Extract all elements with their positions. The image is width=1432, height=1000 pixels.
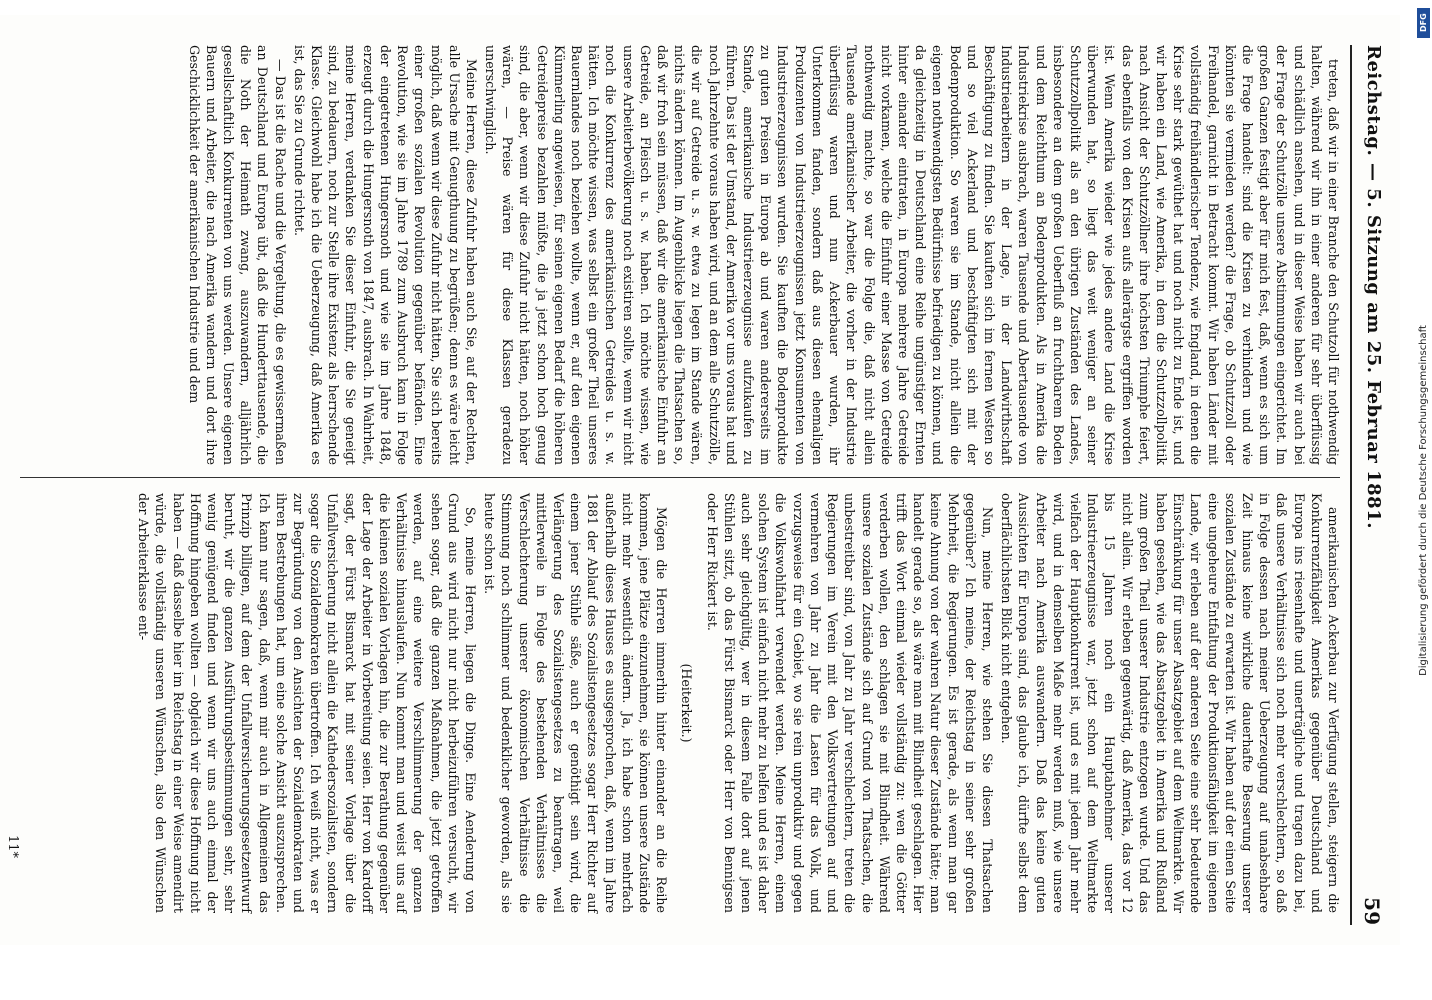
right-column: [133, 493, 1342, 913]
running-title: Reichstag. — 5. Sitzung am 25. Februar 1881.: [1363, 45, 1384, 529]
paragraph: So, meine Herren, liegen die Dinge. Eine Aenderung von Grund aus wird nicht nur nicht herbeizuführen versucht, wir sehen sogar, daß die ganzen Maßnahmen, die jetzt getroffen werden, auf eine weitere Verschlimmerung der ganzen Verhältnisse hinauslaufen. Nun kommt man und weist uns auf die kleinen sozialen Vorlagen hin, die zur Berathung gegenüber der Lage der Arbeiter in Vorbereitung seien. Herr von Kardorff sagt, der Fürst Bismarck hat mit seiner Vorlage über die Unfallversicherung nicht allein die Kathedersozialisten, sondern sogar die Sozialdemokraten übertroffen. Ich weiß nicht, was er zur Begründung von den Ansichten der Sozialdemokraten und ihren Bestrebungen hat, um eine solche Ansicht auszusprechen. Ich kann nur sagen, daß, wenn mir auch in Allgemeinen das Prinzip billigen, auf dem der Unfallversicherungsgesetzentwurf beruht, wir die ganzen Ausführungsbestimmungen sehr, sehr wenig genügend finden und wenn wir uns auch einmal der Hoffnung hingeben wollten — obgleich wir diese Hoffnung nicht haben — daß dasselbe hier im Reichstag in einer Weise amendirt würde, die vollständig unseren Wünschen, also den Wünschen der Arbeiterklasse ent-: [136, 493, 479, 913]
paragraph: Mögen die Herren immerhin hinter einander an die Reihe kommen, jene Plätze einzunehmen, sie können unsere Zustände nicht mehr wesentlich ändern. Ja, ich habe schon mehrfach außerhalb dieses Hauses es ausgesprochen, daß, wenn im Jahre 1881 der Ablauf des Sozialistengesetzes sogar Herr Richter auf einem jener Stühle säße, auch er genöthigt sein wird, die Verlängerung des Sozialistengesetzes zu beantragen, weil mittlerweile in Folge des bestehenden Verhältnisses die Verschlechterung unserer ökonomischen Verhältnisse die Stimmung noch schlimmer und bedenklicher geworden, als sie heute schon ist.: [482, 493, 670, 913]
column-divider: [20, 477, 1340, 478]
dfg-sidebar: [1414, 0, 1432, 1000]
left-column: [183, 45, 1342, 465]
interjection: (Heiterkeit.): [679, 663, 695, 743]
rotated-scan-page: [0, 15, 1400, 945]
page-header: [1350, 45, 1392, 925]
paragraph: treten, daß wir in einer Branche den Schutzoll für nothwendig halten, während wir ihn in einer anderen für sehr überflüssig und schädlich ansehen, und in dieser Weise haben wir auch bei der Frage der Schutzölle unsere Abstimmungen eingerichtet. Im großen Ganzen festigt aber für mich fest, daß, wenn es sich um die Frage handelt: sind die Krisen zu verhindern und wie könnten sie vermieden werden? die Frage, ob Schutzzoll oder Freihandel, garnicht in Betracht kommt. Wir haben Länder mit vollständig freihändlerischer Tendenz, wie England, in denen die Krise sehr stark gewüthet hat und noch nicht zu Ende ist, und wir haben ein Land, wie Amerika, in dem die Schutzzollpolitik nach Ansicht der Schutzzöllner ihre höchsten Triumphe feiert, das ebenfalls von den Krisen aufs allerärgste ergriffen worden ist. Wenn Amerika wieder wie jedes andere Land die Krise überwunden hat, so liegt das weit weniger an seiner Schutzzollpolitik als an den übrigen Zuständen des Landes, insbesondere an dem großen Ueberfluß an fruchtbarem Boden und dem Reichthum an Bodenprodukten. Als in Amerika die Industriekrise ausbrach, waren Tausende und Abertausende von Industriearbeitern in der Lage, in der Landwirthschaft Beschäftigung zu finden. Sie kauften sich im fernen Westen so und so viel Ackerland und beschäftigten sich mit der Bodenproduktion. So waren sie im Stande, nicht allein die eigenen nothwendigsten Bedürfnisse befriedigen zu können, und da gleichzeitig in Deutschland eine Reihe ungünstiger Ernten hinter einander eintraten, in Europa mehrere Jahre Getreide nicht vorkamen, welche die Einfuhr einer Masse von Getreide nothwendig machte, so war die Folge die, daß nicht allein Tausende amerikanischer Arbeiter, die vorher in der Industrie überflüssig waren und nun Ackerbauer wurden, ihr Unterkommen fanden, sondern daß aus diesen ehemaligen Produzenten von Industrieerzeugnissen jetzt Konsumenten von Industrieerzeugnissen wurden. Sie kauften die Bodenprodukte zu guten Preisen in Europa ab und waren andererseits im Stande, amerikanische Industrieerzeugnisse aufzukaufen zu führen. Das ist der Umstand, der Amerika vor uns voraus hat und noch Jahrzehnte voraus haben wird, und an dem alle Schutzzölle, die wir auf Getreide u. s. w. etwa zu legen im Stande wären, nichts ändern können. Im Augenblicke liegen die Thatsachen so, daß wir froh sein müssen, daß wir die amerikanische Einfuhr an Getreide, an Fleisch u. s. w. haben. Ich möchte wissen, wie unsere Arbeiterbevölkerung noch existiren sollte, wenn wir nicht noch die Konkurrenz des amerikanischen Getreides u. s. w. hätten. Ich möchte wissen, was selbst ein großer Theil unseres Bauernlandes noch beziehen wollte, wenn er, auf den eigenen Kümmerling angewiesen, für seinen eigenen Bedarf die höheren Getreidepreise bezahlen müßte, die ja jetzt schon hoch genug sind, die aber, wenn wir diese Zufuhr nicht hätten, noch höher wären, — Preise wären für diese Klassen geradezu unerschwinglich.: [483, 45, 1341, 465]
dfg-logo: DFG: [1417, 8, 1430, 38]
paragraph: amerikanischen Ackerbau zur Verfügung stellen, steigern die Konkurrenzfähigkeit Amerikas gegenüber Deutschland und Europa ins riesenhafte und unerträgliche und tragen dazu bei, daß unsere Verhältnisse sich noch mehr verschlechtern, so daß in Folge dessen nach meiner Ueberzeugung auf unabsehbare Zeit hinaus keine wirkliche dauerhafte Besserung unserer sozialen Zustände zu erwarten ist. Wir haben auf der einen Seite eine ungeheure Entfaltung der Produktionsfähigkeit im eigenen Lande, wir erleben auf der anderen Seite eine sehr bedeutende Einschränkung für unser Absatzgebiet auf dem Weltmarkte. Wir haben gesehen, wie das Absatzgebiet in Amerika und Rußland zum großen Theil unserer Industrie entzogen wurde. Und das nicht allein. Wir erleben gegenwärtig, daß Amerika, das vor 12 bis 15 Jahren noch ein Hauptabnehmer unserer Industrieerzeugnisse war, jetzt schon auf dem Weltmarkte vielfach der Hauptkonkurrent ist, und es mit jedem Jahr mehr wird, und in demselben Maße mehr werden muß, wie unsere Arbeiter nach Amerika auswandern. Daß das keine guten Aussichten für Europa sind, das glaube ich, dürfte selbst dem oberflächlichsten Blick nicht entgehen.: [999, 493, 1341, 913]
signature-mark: 11*: [5, 835, 20, 859]
paragraph: Meine Herren, diese Zufuhr haben auch Sie, auf der Rechten, alle Ursache mit Genugthuung zu begrüßen; denn es wäre leicht möglich, daß wenn wir diese Zufuhr nicht hätten, Sie sich bereits einer großen sozialen Revolution gegenüber befänden. Eine Revolution, wie sie im Jahre 1789 zum Ausbruch kam in Folge der eingetretenen Hungersnoth und wie sie im Jahre 1848, erzeugt durch die Hungersnoth von 1847, ausbrach. In Wahrheit, meine Herren, verdanken Sie dieser Einfuhr, die Sie geneigt sind, zu bedauern, noch zur Stelle ihre Existenz als herrschende Klasse. Gleichwohl habe ich die Ueberzeugung, daß Amerika es ist, das Sie zu Grunde richtet.: [291, 45, 479, 465]
paragraph: Nun, meine Herren, wie stehen Sie diesen Thatsachen gegenüber? Ich meine, der Reichstag in seiner sehr großen Mehrheit, die Regierungen. Es ist gerade, als wenn man gar keine Ahnung von der wahren Natur dieser Zustände hätte; man handelt gerade so, als wäre man mit Blindheit geschlagen. Hier trifft das Wort einmal wieder vollständig zu: wen die Götter verderben wollen, den schlagen sie mit Blindheit. Während unsere sozialen Zustände sich auf Grund von Thatsachen, die unbestreitbar sind, von Jahr zu Jahr verschlechtern, treten die Regierungen im Verein mit den Volksvertretungen auf und vermehren von Jahr zu Jahr die Lasten für das Volk, und vorzugsweise für ein Gebiet, wo sie rein unproduktiv und gegen die Volkswohlfahrt verwendet werden. Meine Herren, einem solchen System ist einfach nicht mehr zu helfen und es ist daher auch sehr gleichgültig, wer in diesem Falle dort auf jenen Stühlen sitzt, ob das Fürst Bismarck oder Herr von Bennigsen oder Herr Rickert ist.: [704, 493, 995, 913]
page-number: 59: [1360, 897, 1384, 925]
digitization-notice: Digitalisierung gefördert durch die Deutsche Forschungsgemeinschaft: [1417, 324, 1429, 676]
paragraph: — Das ist die Rache und die Vergeltung, die es gewissermaßen an Deutschland und Europa übt, daß die Hunderttausende, die die Noth der Heimath zwang, auszuwandern, alljährlich gesellschaftlich Konkurrenten von uns werden. Unsere eigenen Bauern und Arbeiter, die nach Amerika wandern und dort ihre Geschicklichkeit der amerikanischen Industrie und dem: [186, 45, 288, 465]
